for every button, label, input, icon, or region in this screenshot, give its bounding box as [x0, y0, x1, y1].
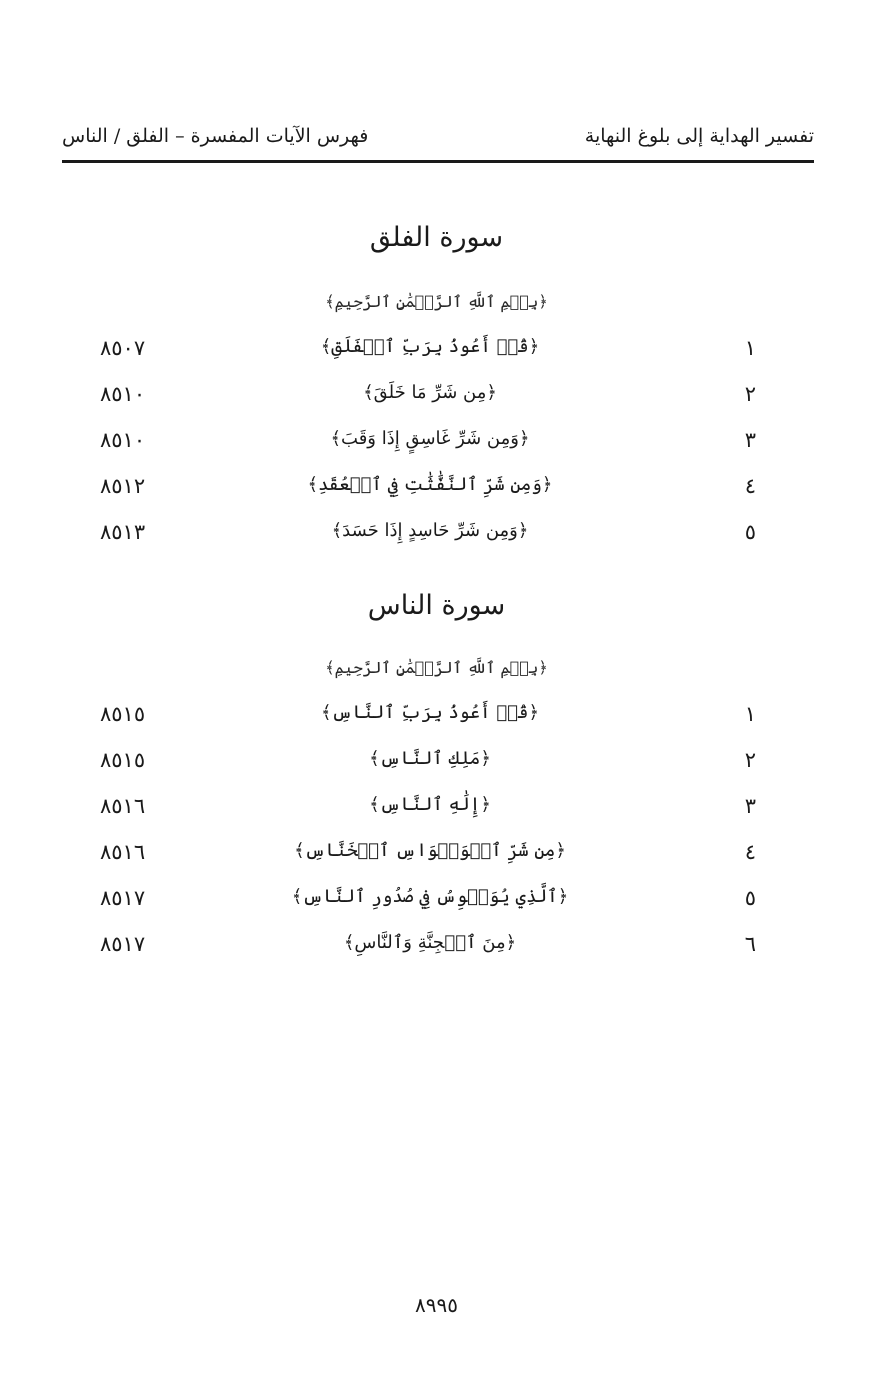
verse-number: ٣ — [744, 794, 756, 818]
verse-page-ref: ٨٥١٢ — [100, 474, 146, 498]
surah-title-nas: سورة الناس — [367, 590, 506, 621]
basmala-falaq: ﴿بِسۡمِ ٱللَّهِ ٱلرَّحۡمَٰنِ ٱلرَّحِيمِ﴾ — [325, 292, 548, 311]
verse-text: ﴿وَمِن شَرِّ غَاسِقٍ إِذَا وَقَبَ﴾ — [330, 428, 530, 449]
verse-text: ﴿مِن شَرِّ مَا خَلَقَ﴾ — [363, 382, 497, 403]
basmala-nas: ﴿بِسۡمِ ٱللَّهِ ٱلرَّحۡمَٰنِ ٱلرَّحِيمِ﴾ — [325, 658, 548, 677]
verse-text: ﴿وَمِن شَرِّ حَاسِدٍ إِذَا حَسَدَ﴾ — [331, 520, 529, 541]
verse-row — [90, 932, 770, 968]
verse-row — [90, 794, 770, 830]
verse-number: ١ — [744, 336, 756, 360]
verse-text: ﴿وَمِن شَرِّ ٱلنَّفَّٰثَٰتِ فِي ٱلۡعُقَدِ﴾ — [307, 474, 553, 495]
verse-number: ٣ — [744, 428, 756, 452]
verse-number: ٢ — [744, 748, 756, 772]
running-header — [62, 118, 814, 154]
verse-page-ref: ٨٥١٧ — [100, 886, 146, 910]
surah-title-falaq: سورة الفلق — [369, 222, 504, 253]
verse-row — [90, 336, 770, 372]
section-title: فهرس الآيات المفسرة – الفلق / الناس — [62, 125, 369, 147]
verse-text: ﴿مَلِكِ ٱلنَّاسِ﴾ — [369, 748, 491, 769]
verse-text: ﴿قُلۡ أَعُوذُ بِرَبِّ ٱلنَّاسِ﴾ — [320, 702, 540, 723]
verse-number: ٥ — [744, 886, 756, 910]
verse-row — [90, 474, 770, 510]
verse-number: ١ — [744, 702, 756, 726]
verse-number: ٦ — [744, 932, 756, 956]
verse-page-ref: ٨٥٠٧ — [100, 336, 146, 360]
page-number: ٨٩٩٥ — [415, 1293, 458, 1317]
verse-row — [90, 428, 770, 464]
verse-number: ٤ — [744, 474, 756, 498]
verse-page-ref: ٨٥١٥ — [100, 702, 146, 726]
verse-page-ref: ٨٥١٠ — [100, 382, 146, 406]
verse-number: ٤ — [744, 840, 756, 864]
header-rule — [62, 160, 814, 163]
verse-text: ﴿مِنَ ٱلۡجِنَّةِ وَٱلنَّاسِ﴾ — [343, 932, 517, 953]
verse-page-ref: ٨٥١٦ — [100, 794, 146, 818]
verse-number: ٥ — [744, 520, 756, 544]
verse-row — [90, 520, 770, 556]
verse-text: ﴿ٱلَّذِي يُوَسۡوِسُ فِي صُدُورِ ٱلنَّاسِ﴾ — [291, 886, 569, 907]
verse-number: ٢ — [744, 382, 756, 406]
verse-text: ﴿مِن شَرِّ ٱلۡوَسۡوَاسِ ٱلۡخَنَّاسِ﴾ — [294, 840, 566, 861]
book-title: تفسير الهداية إلى بلوغ النهاية — [584, 125, 814, 147]
verse-row — [90, 748, 770, 784]
verse-row — [90, 702, 770, 738]
verse-row — [90, 382, 770, 418]
verse-page-ref: ٨٥١٦ — [100, 840, 146, 864]
verse-text: ﴿قُلۡ أَعُوذُ بِرَبِّ ٱلۡفَلَقِ﴾ — [320, 336, 540, 357]
verse-row — [90, 840, 770, 876]
verse-page-ref: ٨٥١٠ — [100, 428, 146, 452]
verse-row — [90, 886, 770, 922]
verse-text: ﴿إِلَٰهِ ٱلنَّاسِ﴾ — [369, 794, 491, 815]
verse-page-ref: ٨٥١٥ — [100, 748, 146, 772]
verse-page-ref: ٨٥١٧ — [100, 932, 146, 956]
verse-page-ref: ٨٥١٣ — [100, 520, 146, 544]
